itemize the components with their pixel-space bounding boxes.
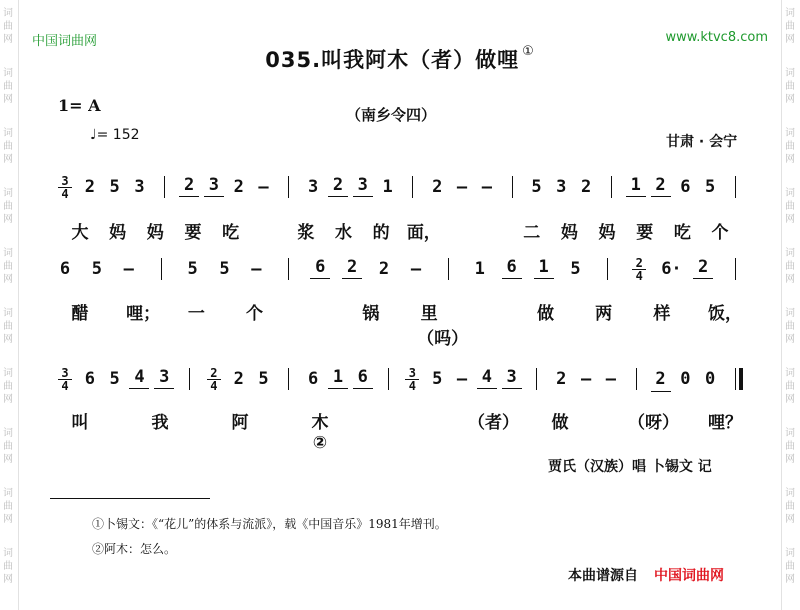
note: 1 (534, 257, 554, 279)
lyric-syllable: 的 (372, 223, 390, 243)
extension-dash: – (251, 259, 262, 279)
lyric-syllable: 要 (184, 223, 202, 243)
time-signature: 3 4 (405, 367, 419, 392)
extension-dash: – (258, 177, 269, 197)
lyric-syllable: 大 (71, 223, 89, 243)
side-watermark-glyph: 曲 (3, 561, 13, 572)
lyric-syllable: 醋 (71, 304, 89, 324)
note: 2 (651, 175, 671, 197)
side-watermark-glyph: 网 (785, 214, 795, 225)
time-signature: 2 4 (207, 367, 221, 392)
note: 3 (353, 175, 373, 197)
singer-credit: 贾氏（汉族）唱 卜锡文 记 (548, 459, 712, 475)
song-region: 甘肃 · 会宁 (666, 134, 738, 150)
note: 4 (477, 367, 497, 389)
side-watermark-glyph: 网 (3, 454, 13, 465)
side-watermark-glyph: 曲 (3, 81, 13, 92)
time-signature: 2 4 (632, 257, 646, 282)
side-watermark-glyph: 曲 (3, 381, 13, 392)
lyric-syllable: 妈 (560, 223, 578, 243)
side-watermark-glyph: 网 (785, 154, 795, 165)
side-watermark-glyph: 词 (785, 128, 795, 139)
note: 5 (187, 259, 198, 279)
lyric-syllable: （呀） (628, 413, 679, 433)
side-watermark-glyph: 曲 (785, 261, 795, 272)
lyric-syllable: 二 (523, 223, 541, 243)
lyric-syllable: 水 (335, 223, 353, 243)
note: 2 (693, 257, 713, 279)
side-watermark-glyph: 词 (3, 428, 13, 439)
extension-dash: – (456, 369, 468, 389)
side-watermark-glyph: 网 (785, 514, 795, 525)
credit-brand: 中国词曲网 (654, 568, 724, 584)
lyric-syllable: 吃 (222, 223, 240, 243)
note: 5 (258, 369, 269, 389)
time-signature: 3 4 (58, 367, 72, 392)
side-watermark-glyph: 词 (785, 488, 795, 499)
note: 2 (342, 257, 362, 279)
note: 6 (502, 257, 522, 279)
note: 2 (556, 369, 567, 389)
side-watermark-glyph: 词 (785, 8, 795, 19)
lyric-syllable: 妈 (598, 223, 616, 243)
side-watermark-glyph: 曲 (785, 381, 795, 392)
song-title-text: 035.叫我阿木（者）做哩 (265, 48, 520, 72)
note: 5 (109, 177, 120, 197)
tempo-marking: ♩= 152 (90, 127, 140, 143)
lyric-syllable: 吃 (673, 223, 691, 243)
lyric-line-3 (55, 408, 745, 453)
note: 0 (705, 369, 716, 389)
barline (611, 176, 612, 198)
note: 6 (84, 369, 95, 389)
note: 0 (680, 369, 691, 389)
lyric-syllable: 木② (311, 413, 329, 453)
side-watermark-glyph: 曲 (785, 201, 795, 212)
note: 2 (179, 175, 199, 197)
note: 2 (580, 177, 592, 197)
side-watermark-glyph: 网 (785, 394, 795, 405)
barline (388, 368, 389, 390)
note: 3 (204, 175, 224, 197)
side-watermark-glyph: 词 (785, 248, 795, 259)
note: 5 (531, 177, 542, 197)
side-watermark-glyph: 词 (785, 548, 795, 559)
note: 6 (680, 177, 691, 197)
lyric-syllable: 两 (595, 304, 613, 324)
side-watermark-glyph: 网 (3, 34, 13, 45)
side-watermark-glyph: 曲 (3, 501, 13, 512)
barline (164, 176, 165, 198)
extension-dash: – (456, 177, 468, 197)
side-watermark-glyph: 曲 (785, 141, 795, 152)
footnote-divider (50, 498, 210, 499)
note: 5 (109, 369, 120, 389)
side-watermark-glyph: 曲 (3, 441, 13, 452)
time-signature: 3 4 (58, 175, 72, 200)
note: 2 (328, 175, 348, 197)
note: 6 (308, 369, 319, 389)
note: 6· (661, 259, 682, 279)
note: 5 (219, 259, 230, 279)
side-watermark-glyph: 曲 (3, 21, 13, 32)
note: 2 (432, 177, 443, 197)
barline (512, 176, 513, 198)
song-title (0, 44, 800, 74)
lyric-syllable: 里（吗） (417, 304, 469, 349)
side-watermark-glyph: 曲 (3, 261, 13, 272)
side-watermark-glyph: 网 (785, 94, 795, 105)
side-watermark-glyph: 词 (3, 188, 13, 199)
note: 3 (502, 367, 522, 389)
note: 6 (59, 259, 71, 279)
extension-dash: – (123, 259, 134, 279)
side-watermark-glyph: 词 (3, 488, 13, 499)
lyric-syllable: 妈 (146, 223, 164, 243)
note: 2 (651, 367, 671, 392)
side-watermark-glyph: 网 (785, 454, 795, 465)
barline (735, 176, 736, 198)
lyric-line-1 (55, 218, 745, 243)
lyric-syllable: 个 (246, 304, 264, 324)
title-footnote-marker: ① (522, 44, 535, 59)
lyric-syllable: 哩； (126, 304, 161, 324)
side-watermark-glyph: 词 (785, 68, 795, 79)
side-watermark-glyph: 网 (785, 274, 795, 285)
note: 2 (233, 177, 244, 197)
final-barline (735, 368, 736, 390)
side-watermark-glyph: 词 (3, 128, 13, 139)
side-watermark-glyph: 词 (3, 368, 13, 379)
side-watermark-glyph: 词 (3, 68, 13, 79)
note: 1 (328, 367, 348, 389)
extension-dash: – (580, 369, 592, 389)
side-watermark-glyph: 网 (3, 394, 13, 405)
side-watermark-glyph: 词 (785, 428, 795, 439)
lyric-syllable: 浆 (297, 223, 315, 243)
side-watermark-glyph: 网 (785, 574, 795, 585)
lyric-syllable: 妈 (109, 223, 127, 243)
side-watermark-glyph: 词 (3, 548, 13, 559)
note: 1 (626, 175, 646, 197)
footnote-1: ①卜锡文：《“花儿”的体系与流派》，载《中国音乐》1981年增刊。 (92, 517, 447, 531)
lyric-syllable: 样 (653, 304, 671, 324)
note: 5 (91, 259, 103, 279)
lyric-syllable: 饭， (708, 304, 742, 324)
side-watermark-glyph: 曲 (785, 21, 795, 32)
side-watermark-glyph: 词 (785, 368, 795, 379)
lyric-syllable: 要 (636, 223, 654, 243)
barline (189, 368, 190, 390)
barline (536, 368, 537, 390)
side-watermark-glyph: 曲 (785, 561, 795, 572)
barline (288, 176, 289, 198)
side-watermark-glyph: 网 (3, 94, 13, 105)
side-watermark-glyph: 网 (3, 574, 13, 585)
notation-line-3 (55, 367, 745, 391)
side-watermark-glyph: 网 (3, 214, 13, 225)
barline (288, 258, 289, 280)
lyric-syllable: 阿 (231, 413, 249, 433)
barline (412, 176, 413, 198)
note: 3 (308, 177, 319, 197)
side-watermark-glyph: 曲 (785, 321, 795, 332)
side-watermark-glyph: 词 (3, 8, 13, 19)
note: 2 (378, 259, 390, 279)
right-watermark-strip (781, 0, 800, 610)
lyric-syllable: 面， (406, 223, 441, 243)
key-signature: 1= A (58, 96, 101, 115)
lyric-syllable: 做 (551, 413, 569, 433)
tune-subtitle: （南乡令四） (346, 106, 437, 124)
side-watermark-glyph: 词 (785, 308, 795, 319)
side-watermark-glyph: 网 (3, 514, 13, 525)
note: 4 (129, 367, 149, 389)
barline (448, 258, 449, 280)
note: 1 (382, 177, 393, 197)
lyric-syllable: 做 (536, 304, 554, 324)
extension-dash: – (410, 259, 422, 279)
notation-line-2 (55, 257, 745, 281)
source-credit (568, 565, 724, 585)
note: 3 (134, 177, 145, 197)
barline (288, 368, 289, 390)
lyric-syllable: 我 (151, 413, 169, 433)
note: 2 (233, 369, 244, 389)
side-watermark-glyph: 曲 (785, 501, 795, 512)
side-watermark-glyph: 网 (3, 334, 13, 345)
side-watermark-glyph: 网 (785, 334, 795, 345)
side-watermark-glyph: 网 (785, 34, 795, 45)
note: 5 (705, 177, 716, 197)
lyric-syllable: 锅 (362, 304, 380, 324)
lyric-syllable: （者） (468, 413, 519, 433)
lyric-syllable: 一 (187, 304, 205, 324)
side-watermark-glyph: 曲 (3, 141, 13, 152)
side-watermark-glyph: 词 (785, 188, 795, 199)
note: 6 (353, 367, 373, 389)
note: 3 (556, 177, 567, 197)
side-watermark-glyph: 网 (3, 154, 13, 165)
lyric-syllable: 哩？ (708, 413, 742, 433)
notation-line-1 (55, 175, 745, 199)
note: 5 (570, 259, 581, 279)
side-watermark-glyph: 曲 (3, 321, 13, 332)
note: 1 (474, 259, 485, 279)
side-watermark-glyph: 词 (3, 308, 13, 319)
barline (735, 258, 736, 280)
side-watermark-glyph: 曲 (785, 441, 795, 452)
note: 6 (310, 257, 330, 279)
site-name-watermark: 中国词曲网 (32, 34, 98, 49)
barline (607, 258, 608, 280)
lyric-syllable: 个 (711, 223, 729, 243)
note: 3 (154, 367, 174, 389)
side-watermark-glyph: 曲 (3, 201, 13, 212)
barline (636, 368, 637, 390)
left-watermark-strip (0, 0, 19, 610)
note: 2 (84, 177, 95, 197)
extension-dash: – (605, 369, 617, 389)
final-barline-thick (739, 368, 743, 390)
extension-dash: – (481, 177, 492, 197)
site-url-watermark: www.ktvc8.com (665, 30, 768, 45)
lyric-syllable: 叫 (71, 413, 89, 433)
footnote-2: ②阿木：怎么。 (92, 542, 177, 556)
side-watermark-glyph: 网 (3, 274, 13, 285)
credit-prefix: 本曲谱源自 (568, 568, 638, 584)
note: 5 (432, 369, 443, 389)
side-watermark-glyph: 词 (3, 248, 13, 259)
barline (161, 258, 162, 280)
side-watermark-glyph: 曲 (785, 81, 795, 92)
lyric-line-2 (55, 299, 745, 349)
